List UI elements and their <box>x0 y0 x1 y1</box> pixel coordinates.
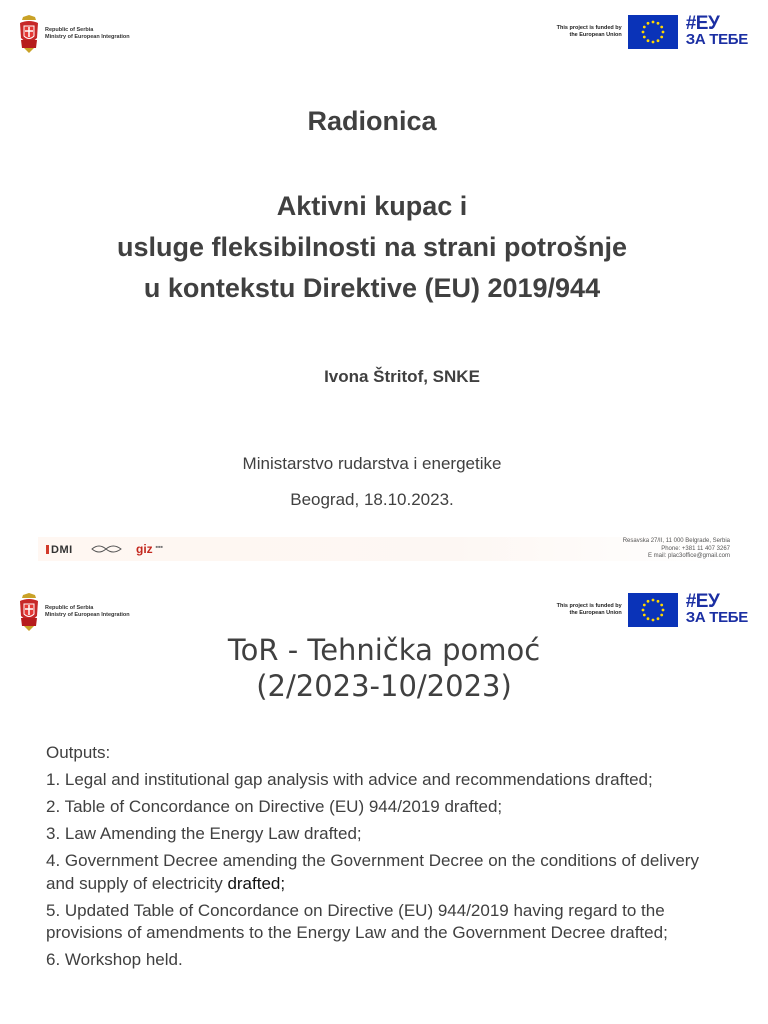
eu-slogan-line-1: #ЕУ <box>685 591 720 612</box>
partner-logo-icon <box>90 543 124 555</box>
funded-by-text <box>557 25 622 39</box>
slide-title-heading: Radionica <box>307 106 437 136</box>
subtitle-line-3: u kontekstu Direktive (EU) 2019/944 <box>143 273 601 303</box>
eu-slogan-line-2: ЗА ТЕБЕ <box>685 609 748 626</box>
subtitle-line-1: Aktivni kupac i <box>276 191 468 221</box>
output-item-1: 1. Legal and institutional gap analysis with advice and recommendations drafted; <box>46 770 653 789</box>
government-text <box>45 605 130 619</box>
dmi-logo <box>46 544 73 556</box>
tor-title <box>0 632 768 704</box>
eu-flag-icon <box>628 593 678 627</box>
contact-address: Resavska 27/II, 11 000 Belgrade, Serbia <box>622 538 730 544</box>
gov-line-2: Ministry of European Integration <box>45 34 130 40</box>
output-item-5: 5. Updated Table of Concordance on Directive (EU) 944/2019 having regard to the provisions of amendments to the Energy Law and the Government Decree drafted; <box>46 900 668 942</box>
output-item-6: 6. Workshop held. <box>46 950 183 969</box>
eu-slogan <box>685 13 748 48</box>
output-item-3: 3. Law Amending the Energy Law drafted; <box>46 824 362 843</box>
giz-logo: giz ■■■ <box>136 542 163 556</box>
subtitle-line-2: usluge fleksibilnosti na strani potrošnje <box>116 232 628 262</box>
outputs-list <box>46 742 726 976</box>
output-item-2: 2. Table of Concordance on Directive (EU) 944/2019 drafted; <box>46 797 503 816</box>
gov-line-1: Republic of Serbia <box>45 27 94 33</box>
giz-logo-text: giz <box>136 542 153 556</box>
eu-logo <box>557 593 748 627</box>
government-logo <box>18 14 130 54</box>
serbian-coat-of-arms-icon <box>18 592 40 632</box>
gov-line-1: Republic of Serbia <box>45 605 94 611</box>
funded-line-2: the European Union <box>569 610 622 616</box>
tor-title-line-1: ToR - Tehnička pomoć <box>227 633 541 667</box>
eu-logo <box>557 15 748 49</box>
eu-flag-icon <box>628 15 678 49</box>
output-item-4-text: 4. Government Decree amending the Government Decree on the conditions of delivery and supply of electricity <box>46 851 699 893</box>
contact-email: E mail: plac3office@gmail.com <box>647 553 730 559</box>
outputs-intro: Outputs: <box>46 743 111 762</box>
output-item-4 <box>46 850 726 895</box>
tor-title-line-2: (2/2023-10/2023) <box>256 669 512 703</box>
funded-by-text <box>557 603 622 617</box>
output-item-4-tail: drafted; <box>227 873 286 893</box>
author: Ivona Štritof, SNKE <box>324 367 480 386</box>
eu-slogan-line-1: #ЕУ <box>685 13 720 34</box>
funded-line-1: This project is funded by <box>556 603 622 609</box>
slide-tor <box>0 578 768 1024</box>
eu-slogan-line-2: ЗА ТЕБЕ <box>685 31 748 48</box>
slide-subtitle <box>0 186 744 309</box>
funded-line-1: This project is funded by <box>556 25 622 31</box>
government-text <box>45 27 130 41</box>
eu-slogan <box>685 591 748 626</box>
funded-line-2: the European Union <box>569 32 622 38</box>
government-logo <box>18 592 130 632</box>
slide-footer <box>38 537 730 561</box>
contact-phone: Phone: +381 11 407 3267 <box>661 545 730 552</box>
gov-line-2: Ministry of European Integration <box>45 612 130 618</box>
ministry: Ministarstvo rudarstva i energetike <box>242 454 502 473</box>
serbian-coat-of-arms-icon <box>18 14 40 54</box>
date: Beograd, 18.10.2023. <box>290 490 454 509</box>
contact-info <box>623 538 730 561</box>
dmi-logo-text: DMI <box>51 544 73 556</box>
